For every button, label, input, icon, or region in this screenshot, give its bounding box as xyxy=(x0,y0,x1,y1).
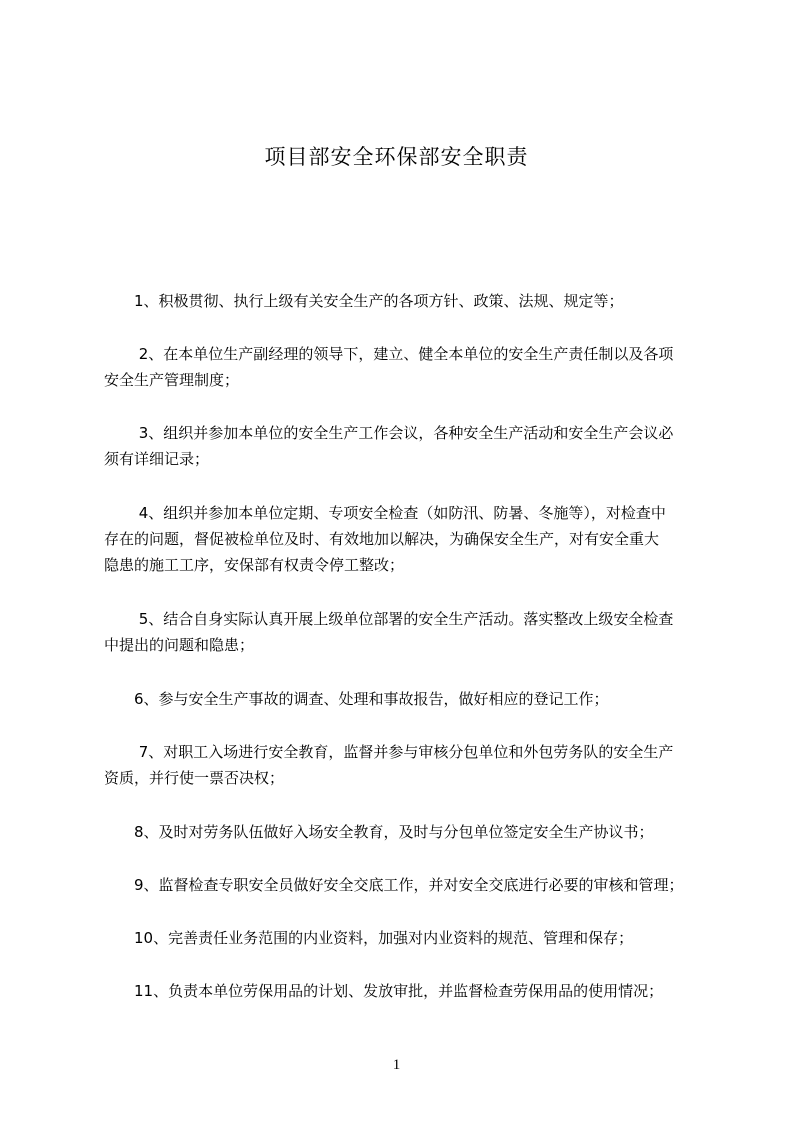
document-title: 项目部安全环保部安全职责 xyxy=(264,145,529,169)
duty-item-9 xyxy=(104,872,716,898)
duty-item-3 xyxy=(104,420,716,472)
duty-item-5 xyxy=(104,606,716,658)
duty-item-10 xyxy=(104,925,716,951)
duty-item-11-line-1: 11、负责本单位劳保用品的计划、发放审批，并监督检查劳保用品的使用情况； xyxy=(104,982,664,1000)
duty-item-8-line-1: 8、及时对劳务队伍做好入场安全教育，及时与分包单位签定安全生产协议书； xyxy=(104,823,654,841)
duty-item-1 xyxy=(104,288,716,314)
duty-item-11 xyxy=(104,978,716,1004)
duty-item-7-line-1: 7、对职工入场进行安全教育，监督并参与审核分包单位和外包劳务队的安全生产 xyxy=(104,743,674,761)
duty-item-7-line-2: 资质，并行使一票否决权； xyxy=(104,769,285,787)
duty-item-3-line-1: 3、组织并参加本单位的安全生产工作会议，各种安全生产活动和安全生产会议必 xyxy=(104,424,674,442)
duty-item-1-line-1: 1、积极贯彻、执行上级有关安全生产的各项方针、政策、法规、规定等； xyxy=(104,292,624,310)
duty-item-6-line-1: 6、参与安全生产事故的调查、处理和事故报告，做好相应的登记工作； xyxy=(104,690,609,708)
duty-item-6 xyxy=(104,686,716,712)
duty-item-10-line-1: 10、完善责任业务范围的内业资料，加强对内业资料的规范、管理和保存； xyxy=(104,929,634,947)
duty-item-9-line-1: 9、监督检查专职安全员做好安全交底工作，并对安全交底进行必要的审核和管理； xyxy=(104,876,684,894)
duty-item-2 xyxy=(104,341,716,393)
duty-item-8 xyxy=(104,819,716,845)
duty-item-2-line-2: 安全生产管理制度； xyxy=(104,371,240,389)
duty-item-4-line-1: 4、组织并参加本单位定期、专项安全检查（如防汛、防暑、冬施等），对检查中 xyxy=(104,504,666,522)
duty-item-7 xyxy=(104,739,716,791)
duty-item-5-line-1: 5、结合自身实际认真开展上级单位部署的安全生产活动。落实整改上级安全检查 xyxy=(104,610,674,628)
duty-item-4-line-3: 隐患的施工工序，安保部有权责令停工整改； xyxy=(104,556,405,574)
page-number: 1 xyxy=(392,1057,401,1073)
duty-item-4 xyxy=(104,500,716,578)
duty-item-2-line-1: 2、在本单位生产副经理的领导下，建立、健全本单位的安全生产责任制以及各项 xyxy=(104,345,674,363)
duty-item-3-line-2: 须有详细记录； xyxy=(104,450,210,468)
duty-item-5-line-2: 中提出的问题和隐患； xyxy=(104,636,255,654)
duty-item-4-line-2: 存在的问题，督促被检单位及时、有效地加以解决，为确保安全生产，对有安全重大 xyxy=(104,530,660,548)
